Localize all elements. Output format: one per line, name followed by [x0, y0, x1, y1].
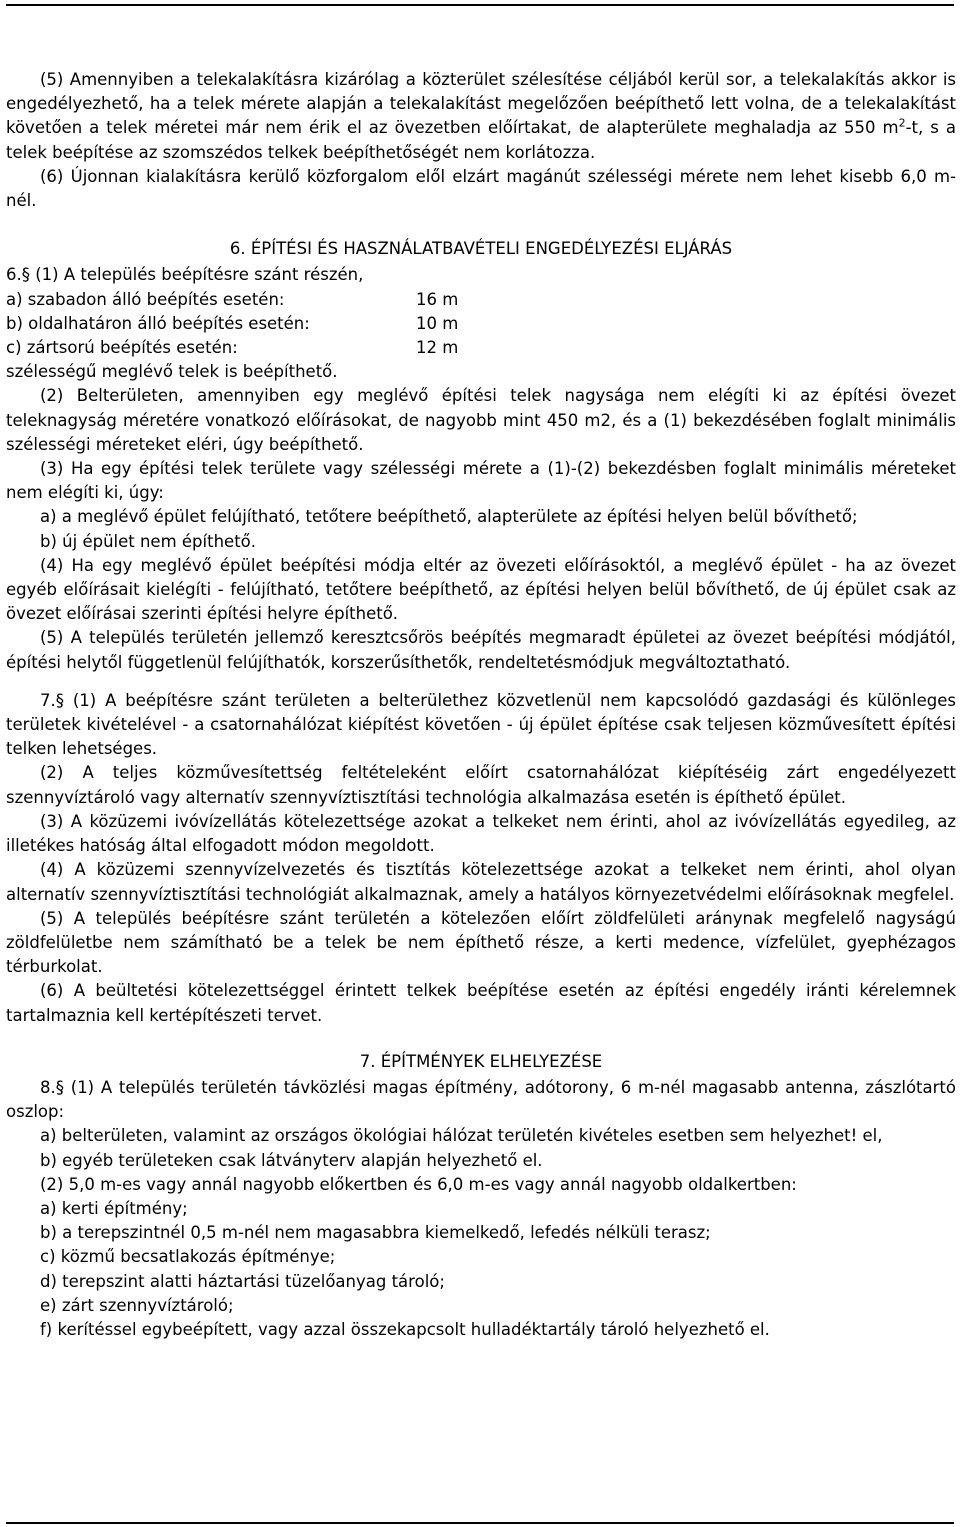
document-page [6, 68, 956, 1342]
paragraph-5 [6, 68, 956, 165]
width-row-c [6, 336, 956, 360]
section-7-paragraph-6: (6) A beültetési kötelezettséggel érintett telkek beépítése esetén az építési engedély iránti kérelemnek tartalmaznia kell kertépítészeti tervet. [6, 981, 956, 1025]
width-value: 12 m [416, 338, 459, 358]
section-8-paragraph-1-a: a) belterületen, valamint az országos ökológiai hálózat területén kivételes esetben sem helyezhet! el, [40, 1126, 883, 1146]
spacer [6, 675, 956, 689]
section-7-paragraph-4: (4) A közüzemi szennyvízelvezetés és tisztítás kötelezettsége azokat a telkeket nem érinti, ahol olyan alternatív szennyvíztisztítási technológiát alkalmaznak, amely a hatályos környezetvédelmi előírásoknak megfelel. [6, 860, 956, 904]
width-value: 10 m [416, 313, 459, 333]
top-rule [6, 4, 954, 6]
width-label: a) szabadon álló beépítés esetén: [6, 289, 285, 309]
section-7-paragraph-1: 7.§ (1) A beépítésre szánt területen a belterülethez közvetlenül nem kapcsolódó gazdasági és különleges területek kivételével - a csatornahálózat kiépítést követően - új épület építése csak teljesen közművesített építési telken lehetséges. [6, 690, 956, 759]
width-row-a [6, 288, 956, 312]
list-item: d) terepszint alatti háztartási tüzelőanyag tároló; [40, 1271, 445, 1291]
section-6-paragraph-3: (3) Ha egy építési telek területe vagy szélességi mérete a (1)-(2) bekezdésben foglalt minimális méreteket nem elégíti ki, úgy: [6, 459, 956, 503]
paragraph-6: (6) Újonnan kialakításra kerülő közforgalom elől elzárt magánút szélességi mérete nem lehet kisebb 6,0 m-nél. [6, 166, 956, 211]
list-item: b) a terepszintnél 0,5 m-nél nem magasabbra kiemelkedő, lefedés nélküli terasz; [40, 1223, 711, 1243]
paragraph-5-text-end: -t, s a telek beépítése az szomszédos telkek beépíthetőségét nem korlátozza. [6, 118, 956, 162]
section-heading-6: 6. ÉPÍTÉSI ÉS HASZNÁLATBAVÉTELI ENGEDÉLYEZÉSI ELJÁRÁS [229, 239, 733, 259]
section-7-paragraph-3: (3) A közüzemi ivóvízellátás kötelezettsége azokat a telkeket nem érinti, ahol az ivóvízellátás egyedileg, az illetékes hatóság által elfogadott módon megoldott. [6, 811, 956, 856]
section-6-paragraph-3-a: a) a meglévő épület felújítható, tetőtere beépíthető, alapterülete az építési helyen belül bővíthető; [40, 507, 858, 527]
section-7-paragraph-5: (5) A település beépítésre szánt területén a kötelezően előírt zöldfelületi aránynak megfelelő nagyságú zöldfelületbe nem számítható be a telek be nem építhető része, a kerti medence, vízfelület, gyephézagos térburkolat. [6, 908, 956, 977]
list-item: e) zárt szennyvíztároló; [40, 1295, 234, 1315]
bottom-rule [6, 1522, 954, 1524]
section-6-paragraph-4: (4) Ha egy meglévő épület beépítési módja eltér az övezeti előírásoktól, a meglévő épület - ha az övezet egyéb előírásait kielégíti - felújítható, tetőtere beépíthető, az építési helyen belül bővíthető, de új épület csak az övezet előírásai szerinti építési helyre építhető. [6, 555, 956, 624]
width-value: 16 m [416, 289, 459, 309]
section-8-paragraph-1: 8.§ (1) A település területén távközlési magas építmény, adótorony, 6 m-nél magasabb antenna, zászlótartó oszlop: [6, 1077, 956, 1122]
section-6-tail: szélességű meglévő telek is beépíthető. [6, 362, 338, 382]
section-6-paragraph-2: (2) Belterületen, amennyiben egy meglévő építési telek nagysága nem elégíti ki az építési övezet teleknagyság méretére vonatkozó előírásokat, de nagyobb mint 450 m2, és a (1) bekezdésében foglalt minimális szélességi méreteket eléri, úgy beépíthető. [6, 386, 956, 454]
section-6-paragraph-5: (5) A település területén jellemző keresztcsőrös beépítés megmaradt épületei az övezet beépítési módjától, építési helytől függetlenül felújíthatók, korszerűsíthetők, rendeltetésmódjuk megváltoztatható. [6, 628, 956, 672]
list-item: a) kerti építmény; [40, 1198, 188, 1218]
width-label: c) zártsorú beépítés esetén: [6, 338, 238, 358]
section-8-paragraph-2: (2) 5,0 m-es vagy annál nagyobb előkertben és 6,0 m-es vagy annál nagyobb oldalkertben: [40, 1174, 797, 1194]
list-item: c) közmű becsatlakozás építménye; [40, 1247, 336, 1267]
section-heading-7: 7. ÉPÍTMÉNYEK ELHELYEZÉSE [359, 1051, 603, 1071]
width-row-b [6, 312, 956, 336]
spacer [6, 213, 956, 227]
section-6-intro: 6.§ (1) A település beépítésre szánt részén, [6, 265, 364, 285]
section-8-paragraph-1-b: b) egyéb területeken csak látványterv alapján helyezhető el. [40, 1150, 543, 1170]
section-6-paragraph-3-b: b) új épület nem építhető. [40, 531, 256, 551]
paragraph-5-text: (5) Amennyiben a telekalakításra kizárólag a közterület szélesítése céljából kerül sor, a telekalakítás akkor is engedélyezhető, ha a telek mérete alapján a telekalakítást megelőzően beépíthető lett volna, de a telekalakítást követően a telek méretei már nem érik el az övezetben előírtakat, de alapterülete meghaladja az 550 m [6, 70, 956, 138]
list-item: f) kerítéssel egybeépített, vagy azzal összekapcsolt hulladéktartály tároló helyezhető el. [40, 1319, 770, 1339]
superscript-2: 2 [898, 116, 906, 130]
width-label: b) oldalhatáron álló beépítés esetén: [6, 313, 310, 333]
section-7-paragraph-2: (2) A teljes közművesítettség feltételeként előírt csatornahálózat kiépítéséig zárt engedélyezett szennyvíztároló vagy alternatív szennyvíztisztítási technológia alkalmazása esetén is építhető épület. [6, 763, 956, 807]
